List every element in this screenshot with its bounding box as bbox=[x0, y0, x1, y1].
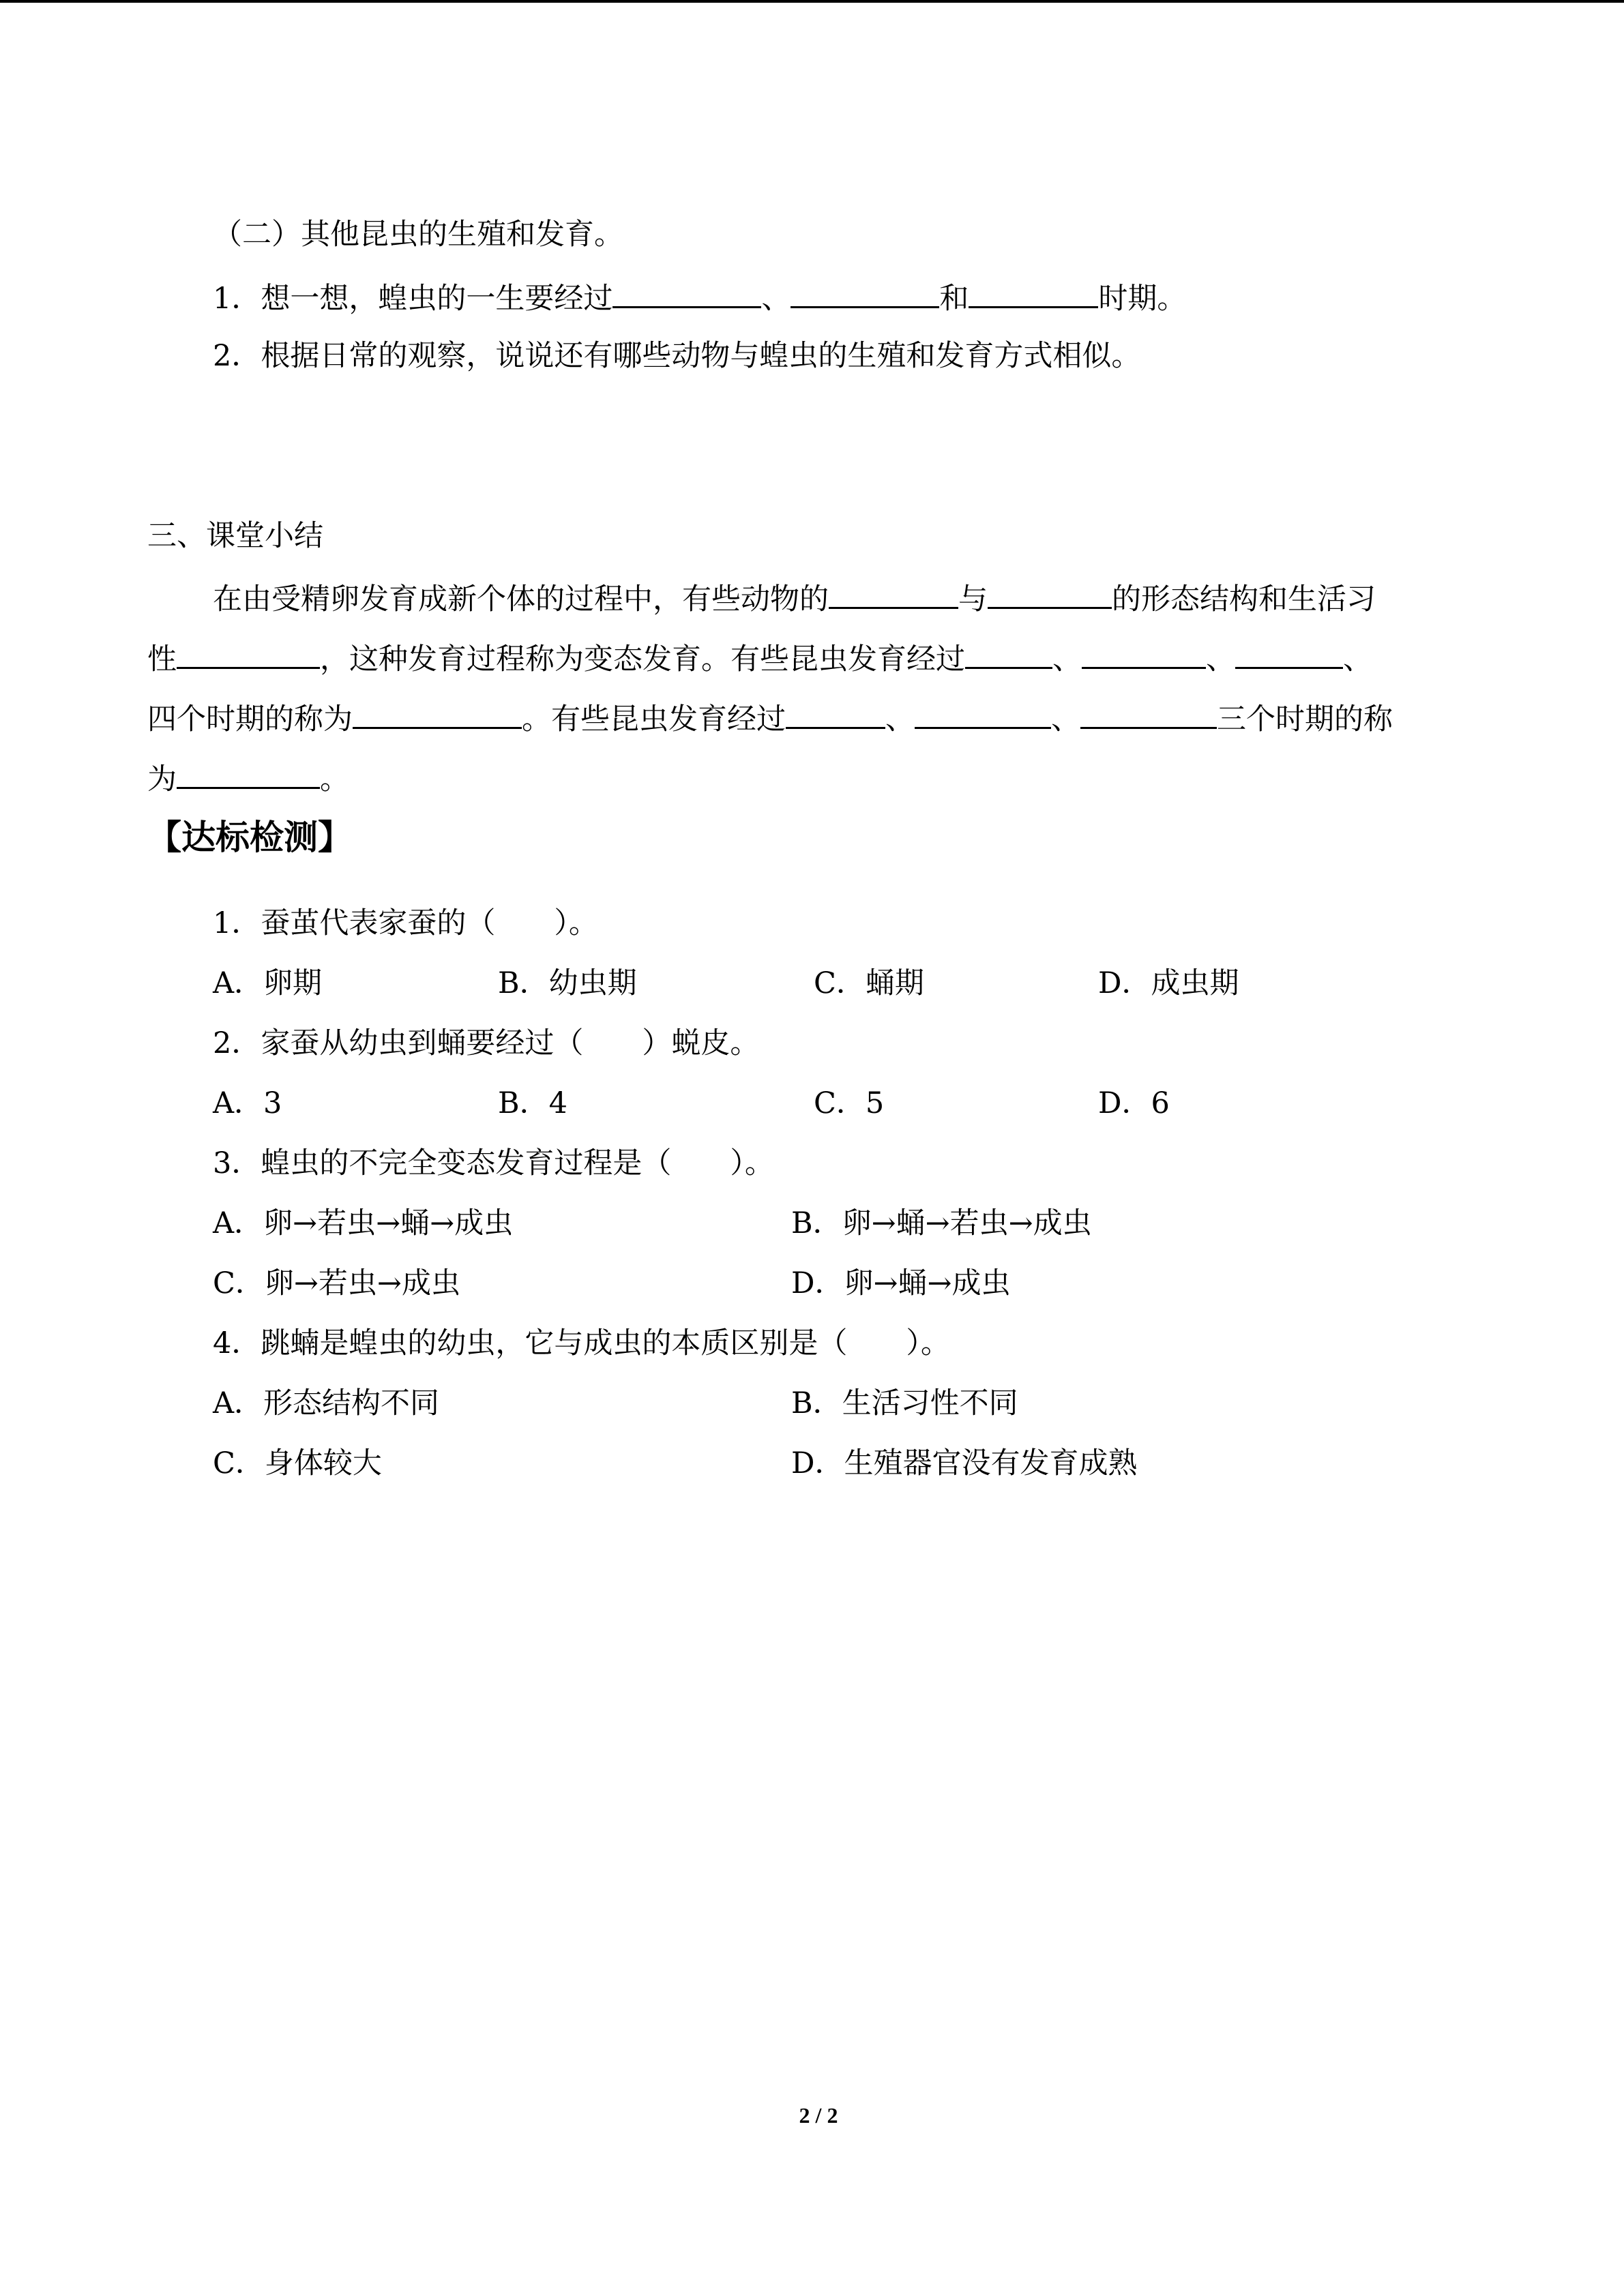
summary-line-1: 在由受精卵发育成新个体的过程中，有些动物的 与 的形态结构和生活习 bbox=[213, 577, 1376, 618]
top-border bbox=[0, 0, 1624, 3]
question-4-option-b[interactable]: B．生活习性不同 bbox=[791, 1386, 1018, 1420]
answer-blank[interactable] bbox=[353, 697, 522, 729]
question-4-option-c[interactable]: C．身体较大 bbox=[213, 1446, 382, 1480]
question-3-option-b[interactable]: B．卵→蛹→若虫→成虫 bbox=[791, 1206, 1092, 1240]
question-3-option-a[interactable]: A．卵→若虫→蛹→成虫 bbox=[213, 1206, 514, 1240]
summary-line-2: 性 ，这种发育过程称为变态发育。有些昆虫发育经过 、 、 、 bbox=[147, 637, 1372, 679]
section2-question-2: 2．根据日常的观察，说说还有哪些动物与蝗虫的生殖和发育方式相似。 bbox=[213, 339, 1141, 373]
question-4-stem: 4．跳蝻是蝗虫的幼虫，它与成虫的本质区别是（ ）。 bbox=[213, 1326, 950, 1360]
question-4-option-d[interactable]: D．生殖器官没有发育成熟 bbox=[791, 1446, 1138, 1480]
question-1-stem: 1．蚕茧代表家蚕的（ ）。 bbox=[213, 906, 598, 940]
answer-blank[interactable] bbox=[791, 276, 939, 308]
section2-question-1: 1．想一想，蝗虫的一生要经过 、 和 时期。 bbox=[213, 276, 1186, 318]
answer-blank[interactable] bbox=[969, 276, 1098, 308]
question-2-option-c[interactable]: C．5 bbox=[814, 1086, 885, 1120]
section3-title: 三、课堂小结 bbox=[147, 519, 323, 553]
answer-blank[interactable] bbox=[988, 577, 1112, 609]
summary-line-3: 四个时期的称为 。有些昆虫发育经过 、 、 三个时期的称 bbox=[147, 697, 1393, 739]
answer-blank[interactable] bbox=[177, 757, 320, 789]
answer-blank[interactable] bbox=[829, 577, 958, 609]
answer-blank[interactable] bbox=[1235, 637, 1343, 669]
question-2-option-b[interactable]: B．4 bbox=[498, 1086, 567, 1120]
question-1-option-c[interactable]: C．蛹期 bbox=[814, 966, 924, 1000]
question-3-option-c[interactable]: C．卵→若虫→成虫 bbox=[213, 1266, 460, 1300]
question-2-option-a[interactable]: A．3 bbox=[213, 1086, 282, 1120]
section2-title: （二）其他昆虫的生殖和发育。 bbox=[213, 218, 623, 252]
question-4-option-a[interactable]: A．形态结构不同 bbox=[213, 1386, 440, 1420]
page-number: 2 / 2 bbox=[799, 2103, 838, 2128]
question-3-stem: 3．蝗虫的不完全变态发育过程是（ ）。 bbox=[213, 1146, 774, 1180]
answer-blank[interactable] bbox=[786, 697, 885, 729]
check-heading: 【达标检测】 bbox=[147, 817, 352, 857]
question-1-option-a[interactable]: A．卵期 bbox=[213, 966, 323, 1000]
summary-line-4: 为 。 bbox=[147, 757, 349, 799]
question-1-option-d[interactable]: D．成虫期 bbox=[1098, 966, 1239, 1000]
question-2-option-d[interactable]: D．6 bbox=[1098, 1086, 1170, 1120]
question-3-option-d[interactable]: D．卵→蛹→成虫 bbox=[791, 1266, 1011, 1300]
answer-blank[interactable] bbox=[965, 637, 1052, 669]
question-1-option-b[interactable]: B．幼虫期 bbox=[498, 966, 637, 1000]
answer-blank[interactable] bbox=[1080, 697, 1217, 729]
question-2-stem: 2．家蚕从幼虫到蛹要经过（ ）蜕皮。 bbox=[213, 1026, 760, 1060]
answer-blank[interactable] bbox=[1082, 637, 1206, 669]
answer-blank[interactable] bbox=[612, 276, 761, 308]
answer-blank[interactable] bbox=[177, 637, 320, 669]
answer-blank[interactable] bbox=[915, 697, 1051, 729]
